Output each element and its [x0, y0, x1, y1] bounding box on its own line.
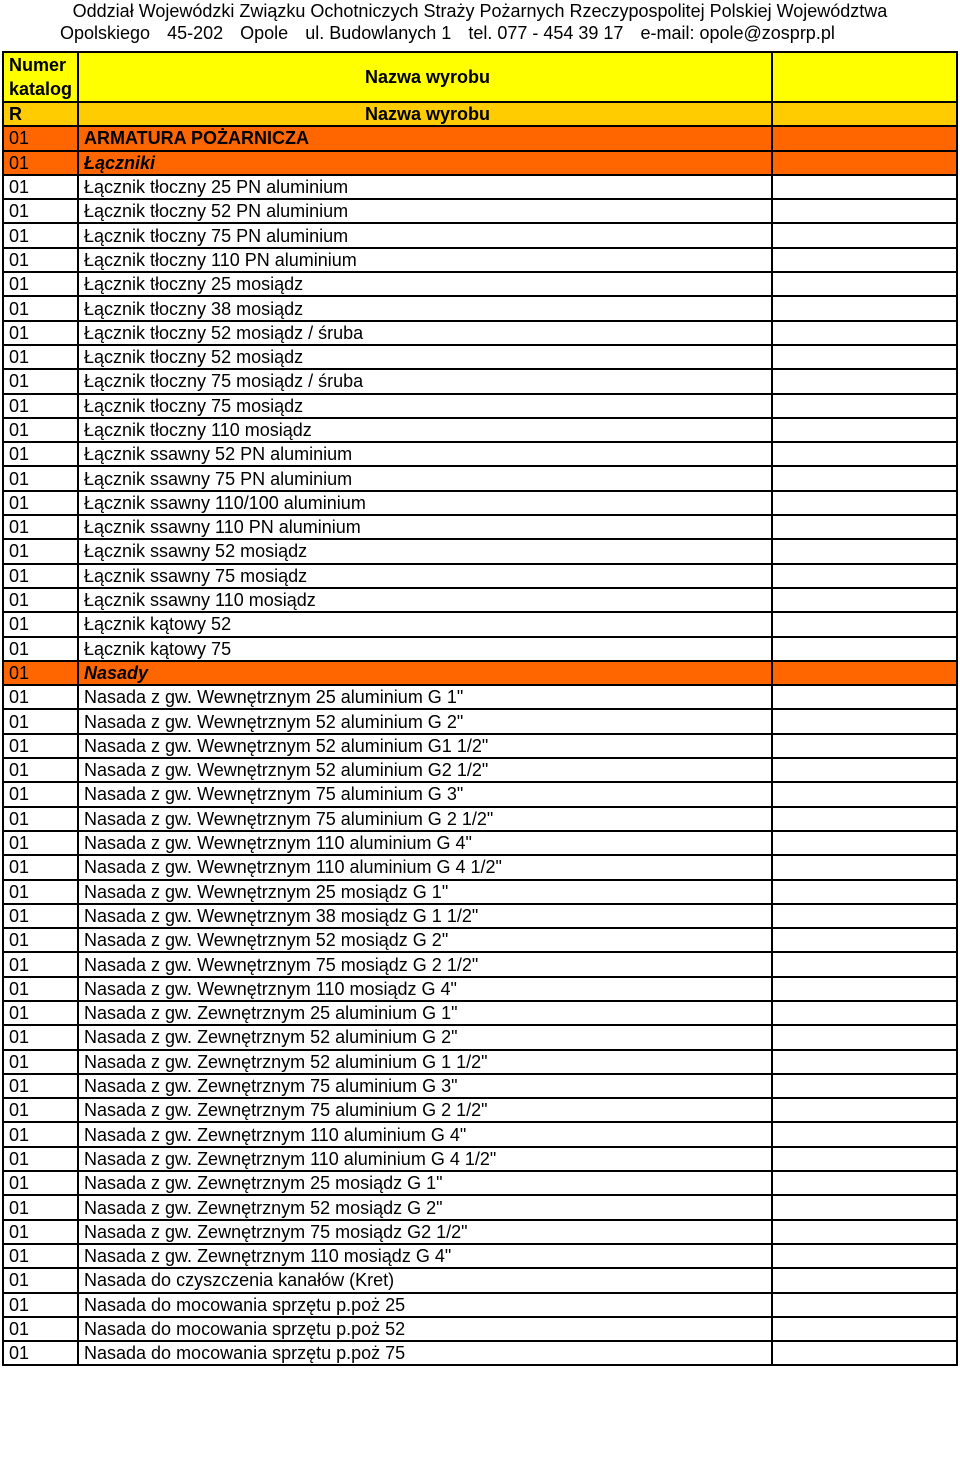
row-extra — [772, 831, 957, 855]
row-code: 01 — [3, 345, 78, 369]
row-product-name: Łącznik ssawny 75 mosiądz — [78, 564, 772, 588]
row-extra — [772, 1050, 957, 1074]
header-catalog-number: Numer katalog — [3, 52, 78, 102]
table-row — [3, 1293, 957, 1317]
table-row — [3, 1341, 957, 1365]
row-extra — [772, 1074, 957, 1098]
row-code: 01 — [3, 321, 78, 345]
row-product-name: ARMATURA POŻARNICZA — [78, 126, 772, 150]
row-code: 01 — [3, 248, 78, 272]
table-row — [3, 442, 957, 466]
row-extra — [772, 369, 957, 393]
category-row — [3, 126, 957, 150]
table-row — [3, 588, 957, 612]
row-extra — [772, 685, 957, 709]
row-extra — [772, 1098, 957, 1122]
row-product-name: Łącznik tłoczny 25 mosiądz — [78, 272, 772, 296]
row-extra — [772, 175, 957, 199]
row-code: 01 — [3, 855, 78, 879]
row-product-name: Nasada do mocowania sprzętu p.poż 75 — [78, 1341, 772, 1365]
row-code: 01 — [3, 491, 78, 515]
row-code: 01 — [3, 612, 78, 636]
row-product-name: Nasada z gw. Zewnętrznym 52 aluminium G 2" — [78, 1025, 772, 1049]
table-row — [3, 758, 957, 782]
table-subheader-row — [3, 102, 957, 126]
row-code: 01 — [3, 1171, 78, 1195]
row-product-name: Nasada do mocowania sprzętu p.poż 52 — [78, 1317, 772, 1341]
table-row — [3, 1220, 957, 1244]
table-row — [3, 564, 957, 588]
row-extra — [772, 272, 957, 296]
row-product-name: Nasada z gw. Zewnętrznym 75 mosiądz G2 1/2" — [78, 1220, 772, 1244]
row-product-name: Nasada z gw. Wewnętrznym 110 mosiądz G 4" — [78, 977, 772, 1001]
row-extra — [772, 661, 957, 685]
table-row — [3, 831, 957, 855]
row-extra — [772, 758, 957, 782]
row-code: 01 — [3, 1317, 78, 1341]
organization-name: Oddział Wojewódzki Związku Ochotniczych Straży Pożarnych Rzeczypospolitej Polskiej Województwa — [72, 1, 888, 21]
row-extra — [772, 1268, 957, 1292]
address-phone: tel. 077 - 454 39 17 — [468, 23, 624, 43]
row-extra — [772, 321, 957, 345]
row-code: 01 — [3, 1293, 78, 1317]
row-product-name: Nasada z gw. Zewnętrznym 25 aluminium G 1" — [78, 1001, 772, 1025]
row-extra — [772, 296, 957, 320]
header-product-name: Nazwa wyrobu — [78, 52, 772, 102]
row-extra — [772, 1025, 957, 1049]
row-product-name: Nasada z gw. Zewnętrznym 75 aluminium G 3" — [78, 1074, 772, 1098]
row-product-name: Nasada z gw. Zewnętrznym 110 mosiądz G 4" — [78, 1244, 772, 1268]
row-product-name: Łącznik tłoczny 75 mosiądz / śruba — [78, 369, 772, 393]
table-row — [3, 1001, 957, 1025]
table-row — [3, 1244, 957, 1268]
row-extra — [772, 466, 957, 490]
address-city: Opole — [240, 23, 289, 43]
row-code: 01 — [3, 685, 78, 709]
row-extra — [772, 1122, 957, 1146]
row-extra — [772, 588, 957, 612]
table-row — [3, 175, 957, 199]
table-row — [3, 807, 957, 831]
row-product-name: Nasada z gw. Wewnętrznym 52 aluminium G2 1/2" — [78, 758, 772, 782]
row-product-name: Nasada z gw. Zewnętrznym 52 mosiądz G 2" — [78, 1195, 772, 1219]
row-extra — [772, 1195, 957, 1219]
address-postcode: 45-202 — [167, 23, 224, 43]
row-code: 01 — [3, 807, 78, 831]
row-product-name: Łącznik ssawny 110 PN aluminium — [78, 515, 772, 539]
table-row — [3, 880, 957, 904]
row-code: 01 — [3, 442, 78, 466]
row-extra — [772, 637, 957, 661]
row-product-name: Łącznik kątowy 52 — [78, 612, 772, 636]
row-code: 01 — [3, 1025, 78, 1049]
table-row — [3, 709, 957, 733]
table-row — [3, 199, 957, 223]
row-product-name: Łącznik tłoczny 25 PN aluminium — [78, 175, 772, 199]
row-extra — [772, 1293, 957, 1317]
table-row — [3, 612, 957, 636]
row-extra — [772, 223, 957, 247]
row-code: 01 — [3, 1001, 78, 1025]
row-code: 01 — [3, 977, 78, 1001]
row-code: 01 — [3, 758, 78, 782]
table-row — [3, 223, 957, 247]
row-extra — [772, 515, 957, 539]
row-extra — [772, 1341, 957, 1365]
row-product-name: Nasada z gw. Wewnętrznym 110 aluminium G 4" — [78, 831, 772, 855]
table-row — [3, 1268, 957, 1292]
row-code: 01 — [3, 709, 78, 733]
row-code: 01 — [3, 466, 78, 490]
row-code: 01 — [3, 151, 78, 175]
row-extra — [772, 126, 957, 150]
row-product-name: Łącznik ssawny 52 mosiądz — [78, 539, 772, 563]
row-extra — [772, 1220, 957, 1244]
row-extra — [772, 564, 957, 588]
table-row — [3, 782, 957, 806]
row-code: 01 — [3, 1220, 78, 1244]
row-product-name: Nasada z gw. Wewnętrznym 38 mosiądz G 1 1/2" — [78, 904, 772, 928]
address-region: Opolskiego — [60, 23, 151, 43]
table-row — [3, 977, 957, 1001]
row-code: 01 — [3, 637, 78, 661]
table-row — [3, 1025, 957, 1049]
table-header-row — [3, 52, 957, 102]
row-extra — [772, 928, 957, 952]
table-row — [3, 248, 957, 272]
row-code: 01 — [3, 564, 78, 588]
row-extra — [772, 1244, 957, 1268]
row-code: 01 — [3, 272, 78, 296]
row-product-name: Nasada z gw. Wewnętrznym 52 aluminium G1 1/2" — [78, 734, 772, 758]
table-row — [3, 515, 957, 539]
row-extra — [772, 880, 957, 904]
table-row — [3, 1317, 957, 1341]
row-extra — [772, 345, 957, 369]
row-product-name: Nasada z gw. Wewnętrznym 110 aluminium G 4 1/2" — [78, 855, 772, 879]
row-product-name: Nasada z gw. Wewnętrznym 25 aluminium G 1" — [78, 685, 772, 709]
row-extra — [772, 1317, 957, 1341]
row-extra — [772, 952, 957, 976]
row-code: 01 — [3, 1098, 78, 1122]
row-extra — [772, 904, 957, 928]
table-row — [3, 904, 957, 928]
table-row — [3, 296, 957, 320]
subcategory-row — [3, 151, 957, 175]
row-code: 01 — [3, 223, 78, 247]
row-product-name: Nasada z gw. Wewnętrznym 25 mosiądz G 1" — [78, 880, 772, 904]
row-code: 01 — [3, 952, 78, 976]
table-row — [3, 1195, 957, 1219]
row-extra — [772, 418, 957, 442]
table-row — [3, 952, 957, 976]
address-street: ul. Budowlanych 1 — [305, 23, 452, 43]
row-code: 01 — [3, 782, 78, 806]
table-row — [3, 491, 957, 515]
row-code: 01 — [3, 515, 78, 539]
table-row — [3, 685, 957, 709]
row-product-name: Łącznik ssawny 75 PN aluminium — [78, 466, 772, 490]
subheader-code: R — [3, 102, 78, 126]
row-extra — [772, 394, 957, 418]
row-product-name: Nasady — [78, 661, 772, 685]
row-product-name: Nasada do mocowania sprzętu p.poż 25 — [78, 1293, 772, 1317]
table-row — [3, 369, 957, 393]
row-code: 01 — [3, 1147, 78, 1171]
subheader-extra — [772, 102, 957, 126]
row-product-name: Łączniki — [78, 151, 772, 175]
row-product-name: Łącznik tłoczny 52 PN aluminium — [78, 199, 772, 223]
row-product-name: Łącznik tłoczny 52 mosiądz / śruba — [78, 321, 772, 345]
table-row — [3, 734, 957, 758]
row-product-name: Łącznik tłoczny 38 mosiądz — [78, 296, 772, 320]
row-code: 01 — [3, 175, 78, 199]
header-extra — [772, 52, 957, 102]
row-extra — [772, 1147, 957, 1171]
row-extra — [772, 1171, 957, 1195]
row-code: 01 — [3, 1195, 78, 1219]
row-code: 01 — [3, 199, 78, 223]
row-product-name: Nasada z gw. Zewnętrznym 110 aluminium G 4 1/2" — [78, 1147, 772, 1171]
row-extra — [772, 248, 957, 272]
row-code: 01 — [3, 369, 78, 393]
row-code: 01 — [3, 296, 78, 320]
row-product-name: Nasada z gw. Wewnętrznym 52 mosiądz G 2" — [78, 928, 772, 952]
row-code: 01 — [3, 928, 78, 952]
table-row — [3, 466, 957, 490]
table-row — [3, 928, 957, 952]
row-product-name: Nasada z gw. Wewnętrznym 75 aluminium G 3" — [78, 782, 772, 806]
row-code: 01 — [3, 539, 78, 563]
table-row — [3, 345, 957, 369]
row-extra — [772, 442, 957, 466]
row-extra — [772, 151, 957, 175]
subheader-product-name: Nazwa wyrobu — [78, 102, 772, 126]
table-row — [3, 1074, 957, 1098]
row-code: 01 — [3, 126, 78, 150]
table-row — [3, 855, 957, 879]
row-product-name: Łącznik tłoczny 110 PN aluminium — [78, 248, 772, 272]
row-product-name: Nasada do czyszczenia kanałów (Kret) — [78, 1268, 772, 1292]
row-extra — [772, 782, 957, 806]
table-row — [3, 272, 957, 296]
row-extra — [772, 807, 957, 831]
row-product-name: Nasada z gw. Zewnętrznym 25 mosiądz G 1" — [78, 1171, 772, 1195]
row-code: 01 — [3, 588, 78, 612]
row-product-name: Łącznik kątowy 75 — [78, 637, 772, 661]
row-product-name: Nasada z gw. Wewnętrznym 75 aluminium G 2 1/2" — [78, 807, 772, 831]
row-extra — [772, 1001, 957, 1025]
row-product-name: Łącznik ssawny 52 PN aluminium — [78, 442, 772, 466]
row-code: 01 — [3, 1122, 78, 1146]
row-code: 01 — [3, 661, 78, 685]
subcategory-row — [3, 661, 957, 685]
row-code: 01 — [3, 1074, 78, 1098]
row-product-name: Nasada z gw. Zewnętrznym 110 aluminium G 4" — [78, 1122, 772, 1146]
table-row — [3, 539, 957, 563]
row-product-name: Łącznik tłoczny 75 PN aluminium — [78, 223, 772, 247]
row-code: 01 — [3, 831, 78, 855]
table-row — [3, 321, 957, 345]
row-product-name: Nasada z gw. Wewnętrznym 75 mosiądz G 2 1/2" — [78, 952, 772, 976]
row-product-name: Nasada z gw. Wewnętrznym 52 aluminium G 2" — [78, 709, 772, 733]
row-product-name: Łącznik tłoczny 110 mosiądz — [78, 418, 772, 442]
row-extra — [772, 977, 957, 1001]
table-row — [3, 394, 957, 418]
organization-address — [60, 22, 847, 44]
organization-header — [0, 0, 960, 50]
table-row — [3, 418, 957, 442]
row-code: 01 — [3, 904, 78, 928]
row-code: 01 — [3, 1244, 78, 1268]
row-product-name: Łącznik ssawny 110 mosiądz — [78, 588, 772, 612]
table-row — [3, 1050, 957, 1074]
row-extra — [772, 539, 957, 563]
row-extra — [772, 855, 957, 879]
row-extra — [772, 199, 957, 223]
row-code: 01 — [3, 1050, 78, 1074]
row-extra — [772, 709, 957, 733]
row-product-name: Nasada z gw. Zewnętrznym 52 aluminium G 1 1/2" — [78, 1050, 772, 1074]
row-product-name: Nasada z gw. Zewnętrznym 75 aluminium G 2 1/2" — [78, 1098, 772, 1122]
row-code: 01 — [3, 1341, 78, 1365]
table-row — [3, 1171, 957, 1195]
address-email: e-mail: opole@zosprp.pl — [640, 23, 835, 43]
row-code: 01 — [3, 880, 78, 904]
table-row — [3, 1098, 957, 1122]
row-code: 01 — [3, 394, 78, 418]
row-extra — [772, 734, 957, 758]
row-code: 01 — [3, 734, 78, 758]
row-code: 01 — [3, 1268, 78, 1292]
row-code: 01 — [3, 418, 78, 442]
row-product-name: Łącznik tłoczny 52 mosiądz — [78, 345, 772, 369]
table-row — [3, 637, 957, 661]
row-extra — [772, 491, 957, 515]
row-product-name: Łącznik ssawny 110/100 aluminium — [78, 491, 772, 515]
product-catalog-table — [2, 51, 958, 1366]
row-extra — [772, 612, 957, 636]
row-product-name: Łącznik tłoczny 75 mosiądz — [78, 394, 772, 418]
table-row — [3, 1122, 957, 1146]
table-row — [3, 1147, 957, 1171]
